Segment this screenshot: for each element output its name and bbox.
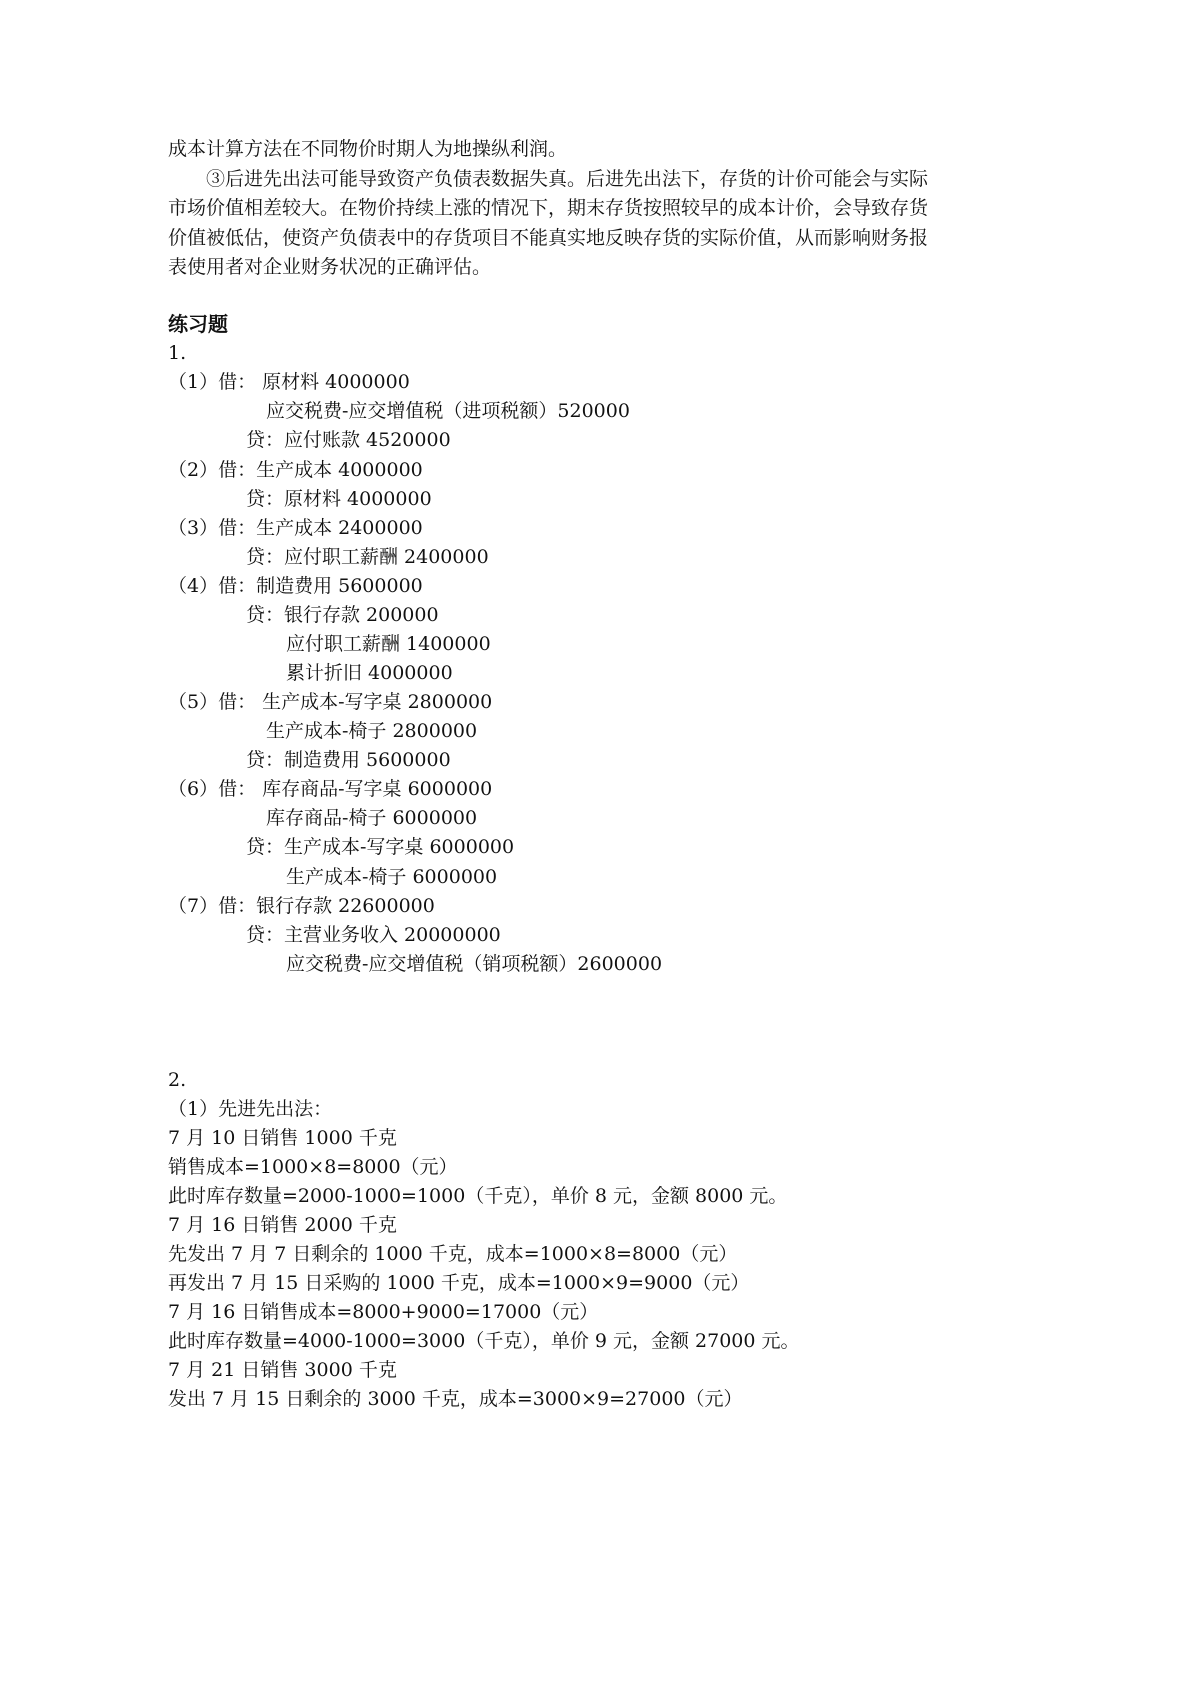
journal-entry-line: 生产成本-椅子 6000000 <box>286 866 498 888</box>
journal-entry-line: （7）借：银行存款 22600000 <box>168 895 435 917</box>
intro-line-4: 价值被低估，使资产负债表中的存货项目不能真实地反映存货的实际价值，从而影响财务报 <box>168 227 929 249</box>
section-heading: 练习题 <box>168 312 228 336</box>
journal-entry-line: 贷：银行存款 200000 <box>246 604 439 626</box>
journal-entry-line: 生产成本-椅子 2800000 <box>266 720 478 742</box>
journal-entry-line: （3）借：生产成本 2400000 <box>168 517 423 539</box>
intro-line-5: 表使用者对企业财务状况的正确评估。 <box>168 256 492 278</box>
calc-line: 7 月 10 日销售 1000 千克 <box>168 1127 397 1149</box>
calc-line: 7 月 16 日销售 2000 千克 <box>168 1214 397 1236</box>
journal-entry-line: 库存商品-椅子 6000000 <box>266 807 478 829</box>
journal-entry-line: （5）借： 生产成本-写字桌 2800000 <box>168 691 493 713</box>
journal-entry-line: 贷：应付职工薪酬 2400000 <box>246 546 489 568</box>
calc-line: （1）先进先出法： <box>168 1098 333 1120</box>
journal-entry-line: 应交税费-应交增值税（进项税额）520000 <box>266 400 630 422</box>
calc-line: 销售成本=1000×8=8000（元） <box>168 1156 458 1178</box>
question-number: 2. <box>168 1069 187 1091</box>
journal-entry-line: （4）借：制造费用 5600000 <box>168 575 423 597</box>
journal-entry-line: 应付职工薪酬 1400000 <box>286 633 491 655</box>
intro-line-3: 市场价值相差较大。在物价持续上涨的情况下，期末存货按照较早的成本计价，会导致存货 <box>168 197 929 219</box>
journal-entry-line: 累计折旧 4000000 <box>286 662 453 684</box>
journal-entry-line: 贷：制造费用 5600000 <box>246 749 451 771</box>
calc-line: 此时库存数量=4000-1000=3000（千克），单价 9 元，金额 27000 元。 <box>168 1330 800 1352</box>
journal-entry-line: （1）借： 原材料 4000000 <box>168 371 410 393</box>
intro-line-1: 成本计算方法在不同物价时期人为地操纵利润。 <box>168 138 568 160</box>
journal-entry-line: 贷：应付账款 4520000 <box>246 429 451 451</box>
journal-entry-line: 贷：生产成本-写字桌 6000000 <box>246 836 515 858</box>
calc-line: 发出 7 月 15 日剩余的 3000 千克，成本=3000×9=27000（元） <box>168 1388 743 1410</box>
calc-line: 此时库存数量=2000-1000=1000（千克），单价 8 元，金额 8000 元。 <box>168 1185 788 1207</box>
calc-line: 再发出 7 月 15 日采购的 1000 千克，成本=1000×9=9000（元） <box>168 1272 750 1294</box>
journal-entry-line: 应交税费-应交增值税（销项税额）2600000 <box>286 953 663 975</box>
calc-line: 7 月 16 日销售成本=8000+9000=17000（元） <box>168 1301 599 1323</box>
calc-line: 先发出 7 月 7 日剩余的 1000 千克，成本=1000×8=8000（元） <box>168 1243 738 1265</box>
intro-line-2: ③后进先出法可能导致资产负债表数据失真。后进先出法下，存货的计价可能会与实际 <box>206 168 929 190</box>
journal-entry-line: 贷：原材料 4000000 <box>246 488 432 510</box>
question-number: 1. <box>168 342 187 364</box>
journal-entry-line: （6）借： 库存商品-写字桌 6000000 <box>168 778 493 800</box>
calc-line: 7 月 21 日销售 3000 千克 <box>168 1359 397 1381</box>
journal-entry-line: 贷：主营业务收入 20000000 <box>246 924 501 946</box>
journal-entry-line: （2）借：生产成本 4000000 <box>168 459 423 481</box>
